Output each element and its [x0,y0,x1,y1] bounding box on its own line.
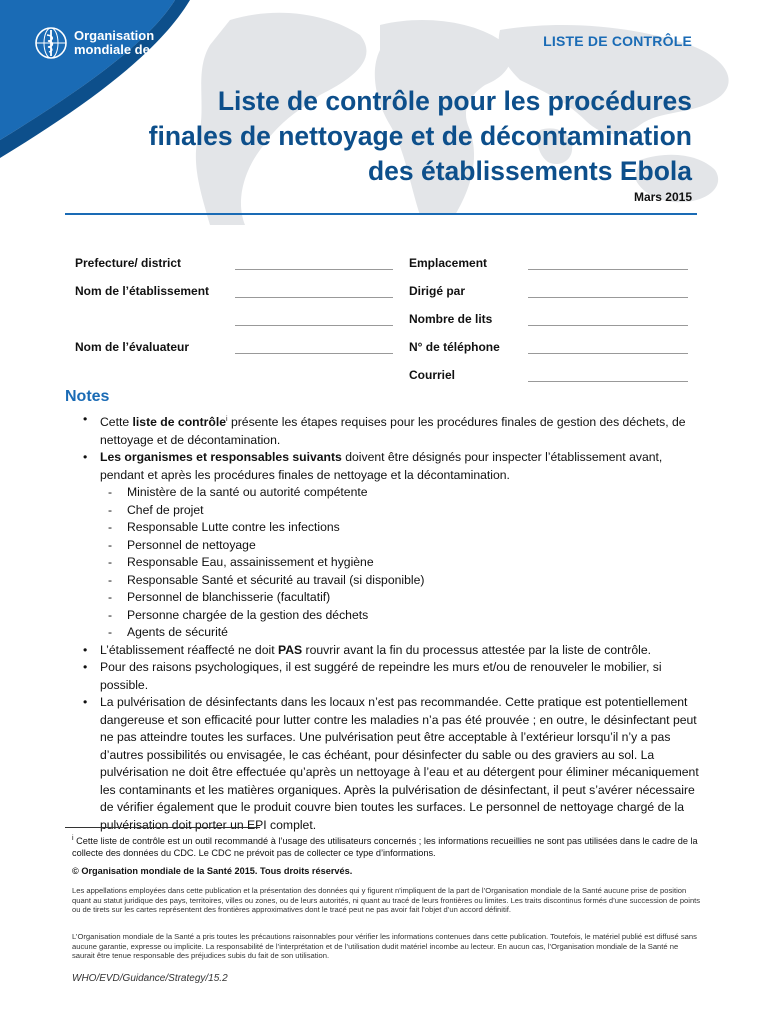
document-id: WHO/EVD/Guidance/Strategy/15.2 [72,973,228,984]
sub-item: - Responsable Santé et sécurité au travail (si disponible) [108,572,425,587]
sub-item-text: Responsable Santé et sécurité au travail (si disponible) [127,572,425,587]
sub-item: - Responsable Eau, assainissement et hygiène [108,555,374,570]
notes-list [80,411,700,834]
note-item [80,449,700,484]
label-etablissement: Nom de l’établissement [75,284,210,298]
sub-item: - Chef de projet [108,502,204,517]
sub-item: - Responsable Lutte contre les infections [108,520,340,535]
note-text: présente les étapes requises pour les procédures finales de gestion des déchets, de nettoyage et de décontamination. [100,415,686,447]
bullet-icon: • [83,642,88,657]
label-prefecture: Prefecture/ district [75,256,182,270]
org-name-line2: mondiale de la Santé [74,42,204,57]
note-text: doivent être désignés pour inspecter l’établissement avant, pendant et après les procédures finales de nettoyage et la décontamination. [100,450,663,482]
sub-item-text: Personnel de nettoyage [127,537,256,552]
label-nombre-lits: Nombre de lits [409,312,493,326]
org-name-line1: Organisation [74,28,155,43]
note-item [80,642,700,660]
field-dirige-par[interactable] [528,286,688,298]
sub-item: - Personne chargée de la gestion des déchets [108,607,369,622]
title-line-3: des établissements Ebola [367,156,692,186]
field-courriel[interactable] [528,370,688,382]
sub-item-text: Personne chargée de la gestion des déchets [127,607,369,622]
disclaimer-liability: L’Organisation mondiale de la Santé a pris toutes les précautions raisonnables pour vérifier les informations contenues dans cette publication. Toutefois, le matériel publié est diffusé sans aucune garantie, expresse ou implicite. La responsabilité de l’interprétation et de l’utilisation dudit matériel incombe au lecteur. En aucun cas, l’Organisation mondiale de la Santé ne saurait être tenue responsable des préjudices subis du fait de son utilisation. [72,932,697,961]
who-emblem-icon [34,26,68,60]
title-line-1: Liste de contrôle pour les procédures [217,86,692,116]
footnote [72,833,702,859]
note-bold: PAS [277,642,303,657]
label-telephone: N° de téléphone [409,340,500,354]
sub-item: - Agents de sécurité [108,625,228,640]
field-evaluateur[interactable] [235,342,393,354]
bullet-icon: • [83,660,88,675]
sub-item-text: Chef de projet [127,502,204,517]
document-type-tag: LISTE DE CONTRÔLE [543,33,692,49]
note-item [80,694,700,834]
note-bold: Les organismes et responsables suivants [100,450,342,465]
field-nombre-lits[interactable] [528,314,688,326]
field-etablissement-extra[interactable] [235,314,393,326]
sub-item-text: Personnel de blanchisserie (facultatif) [127,590,331,605]
publication-date: Mars 2015 [633,190,692,204]
footnote-divider [65,827,260,828]
note-text: Cette [100,415,133,430]
sub-item: - Personnel de blanchisserie (facultatif) [108,590,331,605]
footnote-ref[interactable]: i [226,416,228,423]
notes-heading: Notes [65,388,110,405]
footnote-mark: i [72,835,74,842]
bullet-icon: • [83,450,88,465]
note-item [80,659,700,694]
disclaimer-boundaries: Les appellations employées dans cette publication et la présentation des données qui y figurent n’impliquent de la part de l’Organisation mondiale de la Santé aucune prise de position quant au statut juridique des pays, territoires, villes ou zones, ou de leurs autorités, ni quant au tracé de leurs frontières ou limites. Les traits discontinus formés d’une succession de points ou de tirets sur les cartes représentent des frontières approximatives dont le tracé peut ne pas avoir fait l’objet d’un accord définitif. [72,886,701,915]
note-text: La pulvérisation de désinfectants dans les locaux n’est pas recommandée. Cette pratique est potentiellement dangereuse et son efficacité pour lutter contre les maladies n’a pas été prouvée ; en outre, le désinfectant peut ne pas atteindre toutes les surfaces. Une pulvérisation peut être acceptable à l’extérieur lorsqu’il n’y a pas d’autres possibilités ou envisagée, le cas échéant, pour désinfecter du sable ou des graviers au sol. La pulvérisation ne doit être effectuée qu’après un nettoyage à l’eau et au détergent pour éliminer mécaniquement les contaminants et les matières organiques. Après la pulvérisation de désinfectant, il peut s’avérer nécessaire de vérifier également que le produit couvre bien toutes les surfaces. Le personnel de nettoyage chargé de la pulvérisation doit porter un EPI complet. [100,695,699,832]
copyright-notice: © Organisation mondiale de la Santé 2015. Tous droits réservés. [72,866,353,876]
field-emplacement[interactable] [528,258,688,270]
label-dirige-par: Dirigé par [409,284,466,298]
field-telephone[interactable] [528,342,688,354]
label-courriel: Courriel [409,368,456,382]
note-item [80,411,700,449]
sub-item-text: Responsable Lutte contre les infections [127,520,340,535]
field-prefecture[interactable] [235,258,393,270]
title-line-2: finales de nettoyage et de décontamination [148,121,692,151]
document-title [72,84,692,189]
note-bold: liste de contrôle [132,415,226,430]
who-logo [34,26,203,60]
sub-item: - Ministère de la santé ou autorité compétente [108,485,368,500]
note-text: L’établissement réaffecté ne doit [100,642,278,657]
field-etablissement[interactable] [235,286,393,298]
label-evaluateur: Nom de l’évaluateur [75,340,190,354]
footnote-text: Cette liste de contrôle est un outil recommandé à l’usage des utilisateurs concernés ; les informations recueillies ne sont pas utilisées dans le cadre de la collecte des données du CDC. Le CDC ne prévoit pas de collecter ce type d’informations. [72,836,698,859]
sub-item-text: Agents de sécurité [127,625,228,640]
bullet-icon: • [83,695,88,710]
header-divider [65,213,697,215]
sub-item: - Personnel de nettoyage [108,537,256,552]
bullet-icon: • [83,412,88,426]
sub-item-text: Responsable Eau, assainissement et hygiène [127,555,374,570]
note-text: Pour des raisons psychologiques, il est suggéré de repeindre les murs et/ou de renouveler le mobilier, si possible. [100,660,662,692]
note-text: rouvrir avant la fin du processus attestée par la liste de contrôle. [302,642,652,657]
sub-item-text: Ministère de la santé ou autorité compétente [127,485,368,500]
label-emplacement: Emplacement [409,256,488,270]
